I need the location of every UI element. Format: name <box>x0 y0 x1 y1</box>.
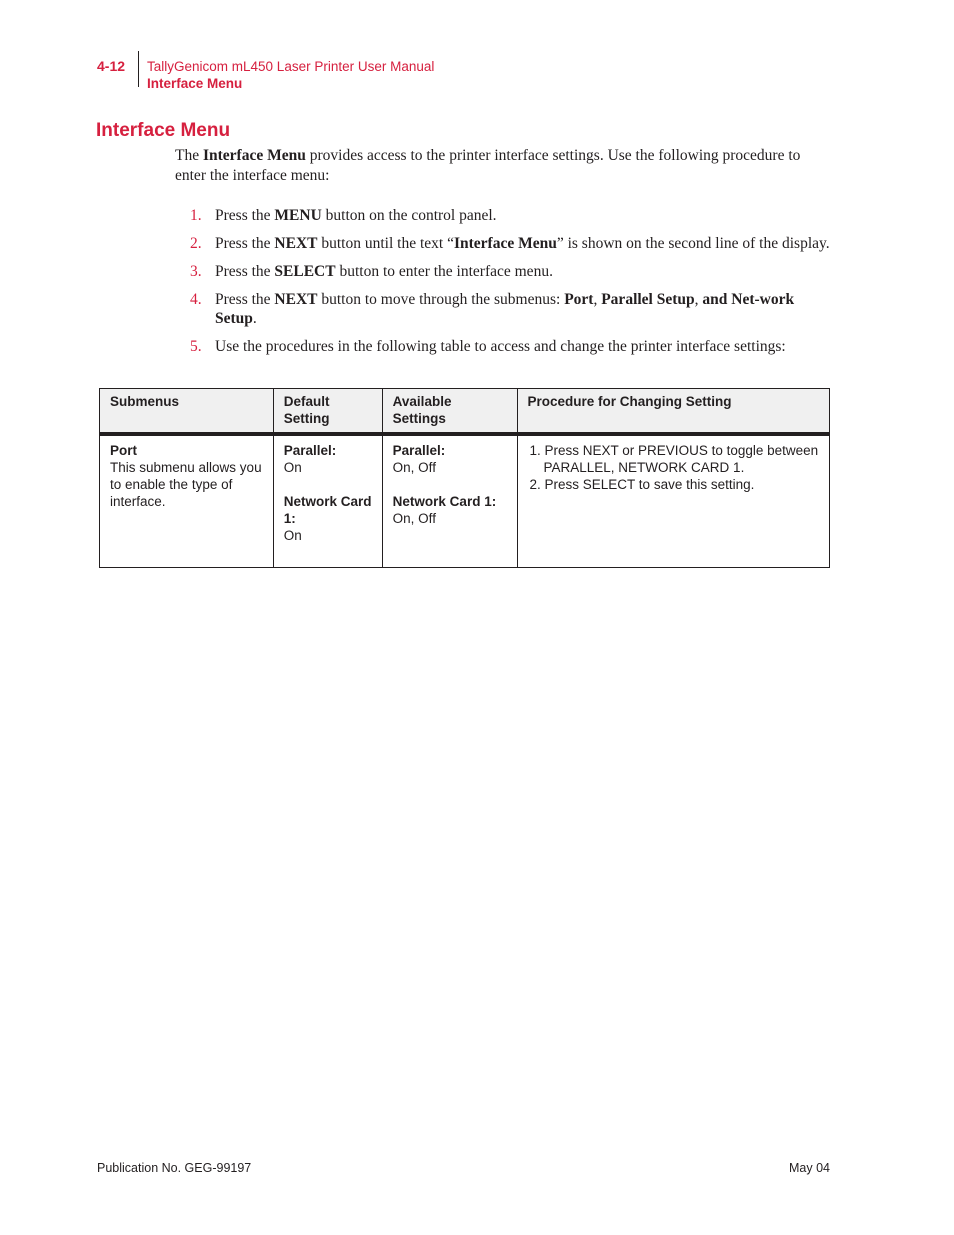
step-number: 2. <box>190 235 202 252</box>
default-parallel-label: Parallel: <box>283 443 337 458</box>
cell-available-settings <box>382 434 517 568</box>
step-number: 5. <box>190 338 202 355</box>
submenu-name: Port <box>110 443 137 458</box>
table-row <box>100 434 830 568</box>
intro-paragraph: The Interface Menu provides access to the printer interface settings. Use the following procedure to enter the interface menu: <box>175 147 801 184</box>
available-network-value: On, Off <box>392 511 436 526</box>
available-network-label: Network Card 1: <box>392 494 497 509</box>
available-parallel-label: Parallel: <box>392 443 446 458</box>
default-parallel-value: On <box>283 460 302 475</box>
table-header-row <box>100 389 830 435</box>
step-3: 3. Press the SELECT button to enter the interface menu. <box>190 263 553 280</box>
step-number: 3. <box>190 263 202 280</box>
cell-submenu <box>100 434 274 568</box>
cell-procedure <box>517 434 829 568</box>
section-heading: Interface Menu <box>96 120 231 141</box>
col-header-available: Available Settings <box>382 389 517 435</box>
col-header-default: Default Setting <box>273 389 382 435</box>
cell-default-setting <box>273 434 382 568</box>
available-parallel-value: On, Off <box>392 460 436 475</box>
step-number: 4. <box>190 291 202 308</box>
manual-title: TallyGenicom mL450 Laser Printer User Manual <box>147 59 435 74</box>
default-network-label: Network Card 1: <box>283 494 372 526</box>
header-section: Interface Menu <box>147 76 243 91</box>
procedure-step-1: 1. Press NEXT or PREVIOUS to toggle between PARALLEL, NETWORK CARD 1. <box>529 443 819 475</box>
col-header-procedure: Procedure for Changing Setting <box>517 389 829 435</box>
footer-publication: Publication No. GEG-99197 <box>97 1161 252 1175</box>
step-number: 1. <box>190 207 202 224</box>
step-4: 4. Press the NEXT button to move through the submenus: Port, Parallel Setup, and Net-work Setup. <box>190 291 795 327</box>
submenu-description: This submenu allows you to enable the type of interface. <box>110 460 262 509</box>
procedure-steps <box>175 206 830 365</box>
procedure-step-2: 2. Press SELECT to save this setting. <box>529 477 755 492</box>
step-5: 5. Use the procedures in the following table to access and change the printer interface settings: <box>190 338 786 355</box>
header-divider <box>138 51 139 87</box>
interface-settings-table <box>99 388 830 568</box>
step-2: 2. Press the NEXT button until the text “Interface Menu” is shown on the second line of the display. <box>190 235 830 252</box>
col-header-submenus: Submenus <box>100 389 274 435</box>
default-network-value: On <box>283 528 302 543</box>
step-1: 1. Press the MENU button on the control panel. <box>190 207 497 224</box>
footer-date: May 04 <box>789 1161 830 1175</box>
page-number: 4-12 <box>97 58 126 74</box>
